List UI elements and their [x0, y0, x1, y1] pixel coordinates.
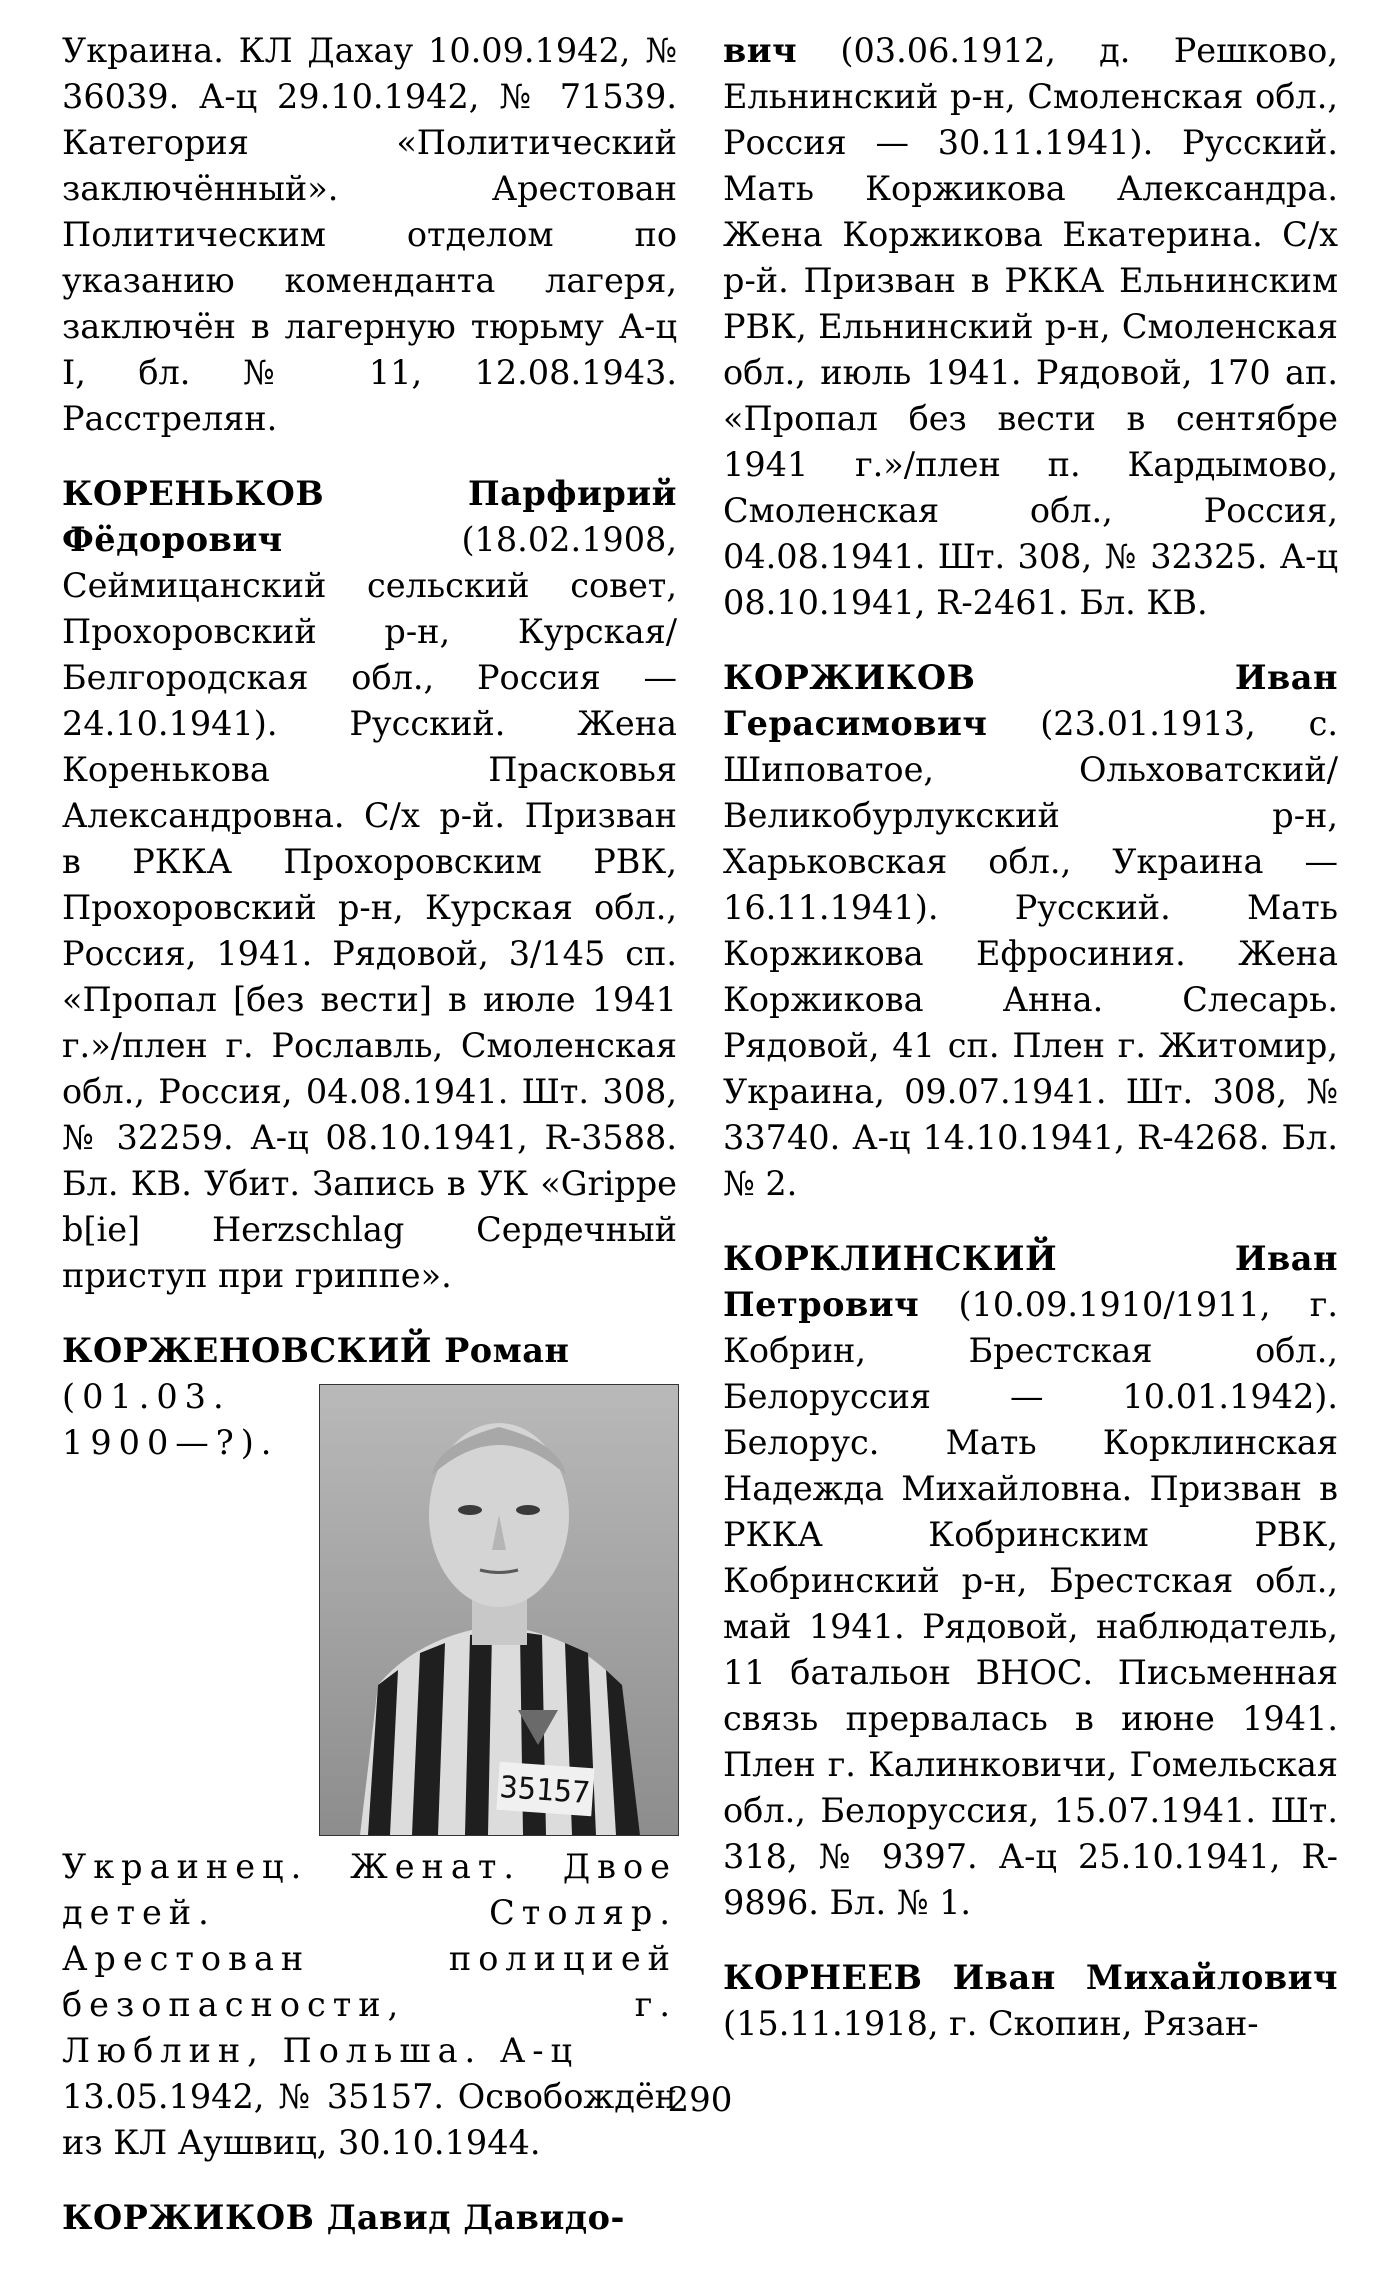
- entry-korzhenovsky: [62, 1328, 677, 2166]
- entry-korzhikov-david: [62, 2195, 677, 2241]
- entry-name: КОРКЛИНСКИЙ Иван Петрович: [723, 1239, 1338, 1324]
- entry-text: (23.01.1913, с. Шиповатое, Ольховатский/Великобурлукский р-н, Харьковская обл., Украина — 16.11.1941). Русский. Мать Коржикова Ефросиния. Жена Коржикова Анна. Слесарь. Рядовой, 41 сп. Плен г. Житомир, Украина, 09.07.1941. Шт. 308, № 33740. А-ц 14.10.1941, R-4268. Бл. № 2.: [723, 704, 1338, 1203]
- entry-name: КОРНЕЕВ Иван Михайлович: [723, 1958, 1338, 1997]
- entry-name: КОРЖИКОВ Иван Герасимович: [723, 658, 1338, 743]
- prisoner-number-label: 35157: [498, 1769, 592, 1812]
- entry-name: КОРЖЕНОВСКИЙ Роман: [62, 1331, 570, 1370]
- entry-name: КОРЖИКОВ Давид Давидо-: [62, 2198, 625, 2237]
- portrait-photo: [319, 1384, 679, 1836]
- entry-name: вич: [723, 31, 798, 70]
- right-column: [723, 28, 1338, 2076]
- entry-text: (03.06.1912, д. Решково, Ельнинский р-н, Смоленская обл., Россия — 30.11.1941). Русский. Мать Коржикова Александра. Жена Коржикова Екатерина. С/х р-й. Призван в РККА Ельнинским РВК, Ельнинский р-н, Смоленская обл., июль 1941. Рядовой, 170 ап. «Пропал без вести в сентябре 1941 г.»/плен п. Кардымово, Смоленская обл., Россия, 04.08.1941. Шт. 308, № 32325. А-ц 08.10.1941, R-2461. Бл. КВ.: [723, 31, 1338, 622]
- entry-continuation: [62, 28, 677, 442]
- entry-korneev: [723, 1955, 1338, 2047]
- page-number: 290: [667, 2080, 733, 2120]
- entry-korzhikov-david-cont: [723, 28, 1338, 626]
- photo-frame: [319, 1384, 677, 1844]
- entry-korzhikov-ivan: [723, 655, 1338, 1207]
- entry-text: (10.09.1910/1911, г. Кобрин, Брестская обл., Белоруссия — 10.01.1942). Белорус. Мать Корклинская Надежда Михайловна. Призван в РККА Кобринским РВК, Кобринский р-н, Брестская обл., май 1941. Рядовой, наблюдатель, 11 батальон ВНОС. Письменная связь прервалась в июне 1941. Плен г. Калинковичи, Гомельская обл., Белоруссия, 15.07.1941. Шт. 318, № 9397. А-ц 25.10.1941, R-9896. Бл. № 1.: [723, 1285, 1339, 1922]
- entry-text: (18.02.1908, Сеймицанский сельский совет, Прохоровский р-н, Курская/Белгородская обл., Россия — 24.10.1941). Русский. Жена Коренькова Прасковья Александровна. С/х р-й. Призван в РККА Прохоровским РВК, Прохоровский р-н, Курская обл., Россия, 1941. Рядовой, 3/145 сп. «Пропал [без вести] в июле 1941 г.»/плен г. Рославль, Смоленская обл., Россия, 04.08.1941. Шт. 308, № 32259. А-ц 08.10.1941, R-3588. Бл. КВ. Убит. Запись в УК «Grippe b[ie] Herzschlag Сердечный приступ при гриппе».: [62, 520, 677, 1295]
- entry-text: 13.05.1942, № 35157. Освобождён из КЛ Аушвиц, 30.10.1944.: [62, 2077, 677, 2162]
- entry-korklinsky: [723, 1236, 1338, 1926]
- entry-text: (01.03. 1900—?). Украинец. Женат. Двое детей. Столяр. Арестован полицией безопасности, г. Люблин, Польша. А-ц: [62, 1377, 677, 2070]
- entry-text: (15.11.1918, г. Скопин, Рязан-: [723, 2004, 1259, 2043]
- entry-text: Украина. КЛ Дахау 10.09.1942, № 36039. А-ц 29.10.1942, № 71539. Категория «Политический заключённый». Арестован Политическим отделом по указанию коменданта лагеря, заключён в лагерную тюрьму А-ц I, бл. № 11, 12.08.1943. Расстрелян.: [62, 31, 677, 438]
- entry-korenkov: [62, 471, 677, 1299]
- entry-name: КОРЕНЬКОВ Парфирий Фёдорович: [62, 474, 677, 559]
- left-column: [62, 28, 677, 2270]
